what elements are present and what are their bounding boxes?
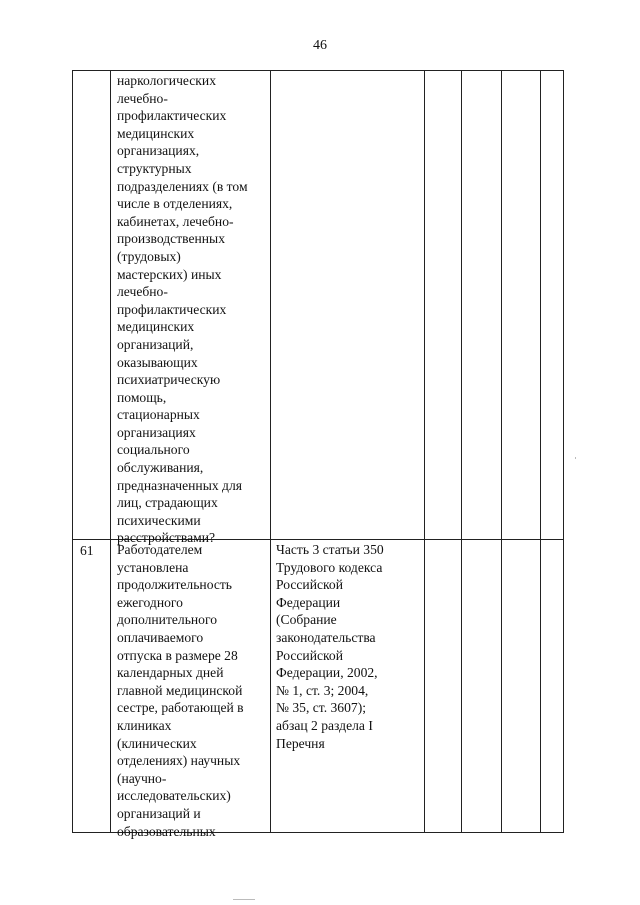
question-cell [117, 72, 248, 547]
question-line: оказывающих [117, 354, 198, 370]
reference-line: № 1, ст. 3; 2004, [276, 682, 369, 698]
question-line: клиниках [117, 717, 172, 733]
question-line: социального [117, 442, 190, 458]
legal-reference-cell [276, 541, 384, 752]
column-divider [540, 70, 541, 833]
question-line: оплачиваемого [117, 629, 204, 645]
question-line: профилактических [117, 301, 227, 317]
question-line: (трудовых) [117, 248, 181, 264]
question-line: исследовательских) [117, 788, 231, 804]
question-line: дополнительного [117, 612, 218, 628]
reference-line: Перечня [276, 735, 325, 751]
question-line: подразделениях (в том [117, 178, 248, 194]
table-border-right [563, 70, 564, 833]
row-number: 61 [80, 543, 94, 558]
question-line: медицинских [117, 319, 195, 335]
question-line: предназначенных для [117, 477, 242, 493]
question-line: (клинических [117, 735, 197, 751]
column-divider [461, 70, 462, 833]
question-line: психиатрическую [117, 372, 221, 388]
question-line: мастерских) иных [117, 266, 222, 282]
question-line: лечебно- [117, 284, 168, 300]
question-line: образовательных [117, 823, 216, 839]
reference-line: Трудового кодекса [276, 559, 383, 575]
question-line: производственных [117, 231, 225, 247]
question-line: сестре, работающей в [117, 700, 244, 716]
column-divider [424, 70, 425, 833]
question-line: лечебно- [117, 90, 168, 106]
question-line: организаций и [117, 805, 201, 821]
question-line: лиц, страдающих [117, 495, 218, 511]
question-line: числе в отделениях, [117, 196, 233, 212]
question-line: организациях [117, 424, 196, 440]
reference-line: Федерации, 2002, [276, 665, 378, 681]
question-line: профилактических [117, 108, 227, 124]
question-line: Работодателем [117, 542, 203, 557]
column-divider [270, 70, 271, 833]
question-line: продолжительность [117, 577, 233, 593]
question-line: наркологических [117, 73, 216, 88]
column-divider [110, 70, 111, 833]
question-line: ежегодного [117, 594, 183, 610]
question-line: отделениях) научных [117, 753, 241, 769]
question-line: расстройствами? [117, 530, 216, 546]
question-line: психическими [117, 512, 201, 528]
question-line: медицинских [117, 125, 195, 141]
question-line: стационарных [117, 407, 200, 423]
reference-line: Российской [276, 647, 343, 663]
question-line: главной медицинской [117, 682, 243, 698]
scan-artifact [575, 457, 576, 459]
question-line: календарных дней [117, 665, 224, 681]
question-line: установлена [117, 559, 189, 575]
question-line: помощь, [117, 389, 167, 405]
table-border-top [72, 70, 564, 71]
question-line: структурных [117, 160, 192, 176]
question-line: организациях, [117, 143, 200, 159]
question-line: отпуска в размере 28 [117, 647, 238, 663]
reference-line: абзац 2 раздела I [276, 717, 373, 733]
page-number: 46 [313, 38, 327, 53]
question-cell [117, 541, 244, 840]
table-border-left [72, 70, 73, 833]
question-line: организаций, [117, 336, 194, 352]
reference-line: Российской [276, 577, 343, 593]
reference-line: Федерации [276, 594, 341, 610]
reference-line: Часть 3 статьи 350 [276, 542, 384, 557]
scan-artifact [233, 899, 255, 900]
question-line: обслуживания, [117, 460, 204, 476]
column-divider [501, 70, 502, 833]
reference-line: (Собрание [276, 612, 337, 628]
reference-line: законодательства [276, 629, 376, 645]
question-line: кабинетах, лечебно- [117, 213, 234, 229]
reference-line: № 35, ст. 3607); [276, 700, 366, 716]
question-line: (научно- [117, 770, 167, 786]
